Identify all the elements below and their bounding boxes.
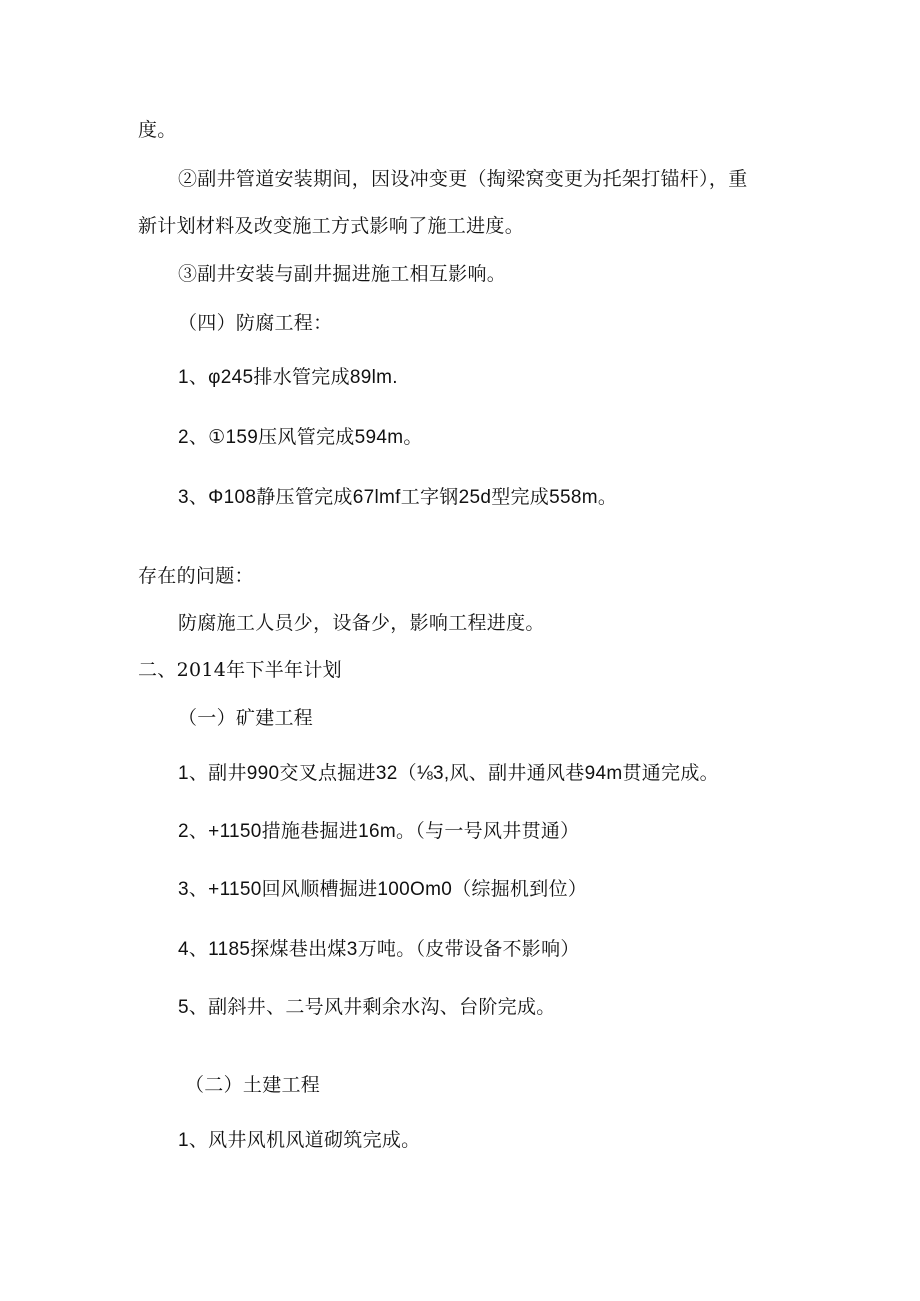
list-item: 3、+1150回风顺槽掘进100Om0（综掘机到位） (178, 879, 588, 900)
subsection-heading-civil: （二）土建工程 (185, 1074, 321, 1096)
list-item: 3、Φ108静压管完成67lmf工字钢25d型完成558m。 (178, 487, 618, 508)
problems-text: 防腐施工人员少，设备少，影响工程进度。 (178, 612, 545, 634)
paragraph-item-2-line-2: 新计划材料及改变施工方式影响了施工进度。 (138, 215, 525, 237)
paragraph-item-2-line-1: ②副井管道安装期间，因设冲变更（掏梁窝变更为托架打锚杆），重 (178, 168, 748, 190)
section-heading-anticorrosion: （四）防腐工程： (178, 312, 333, 334)
list-item: 1、风井风机风道砌筑完成。 (178, 1130, 421, 1151)
paragraph-continuation: 度。 (138, 119, 177, 141)
subsection-heading-mining: （一）矿建工程 (178, 707, 314, 729)
list-item: 2、+1150措施巷掘进16m。（与一号风井贯通） (178, 821, 580, 842)
list-item: 4、1185探煤巷出煤3万吨。（皮带设备不影响） (178, 939, 580, 960)
list-item: 1、φ245排水管完成89lm. (178, 367, 398, 388)
list-item: 1、副井990交叉点掘进32（⅛3,风、副井通风巷94m贯通完成。 (178, 763, 719, 784)
section-heading-plan: 二、2014年下半年计划 (138, 659, 342, 681)
list-item: 2、①159压风管完成594m。 (178, 427, 423, 448)
list-item: 5、副斜井、二号风井剩余水沟、台阶完成。 (178, 997, 556, 1018)
paragraph-item-3: ③副井安装与副井掘进施工相互影响。 (178, 263, 507, 285)
problems-heading: 存在的问题： (138, 565, 254, 587)
